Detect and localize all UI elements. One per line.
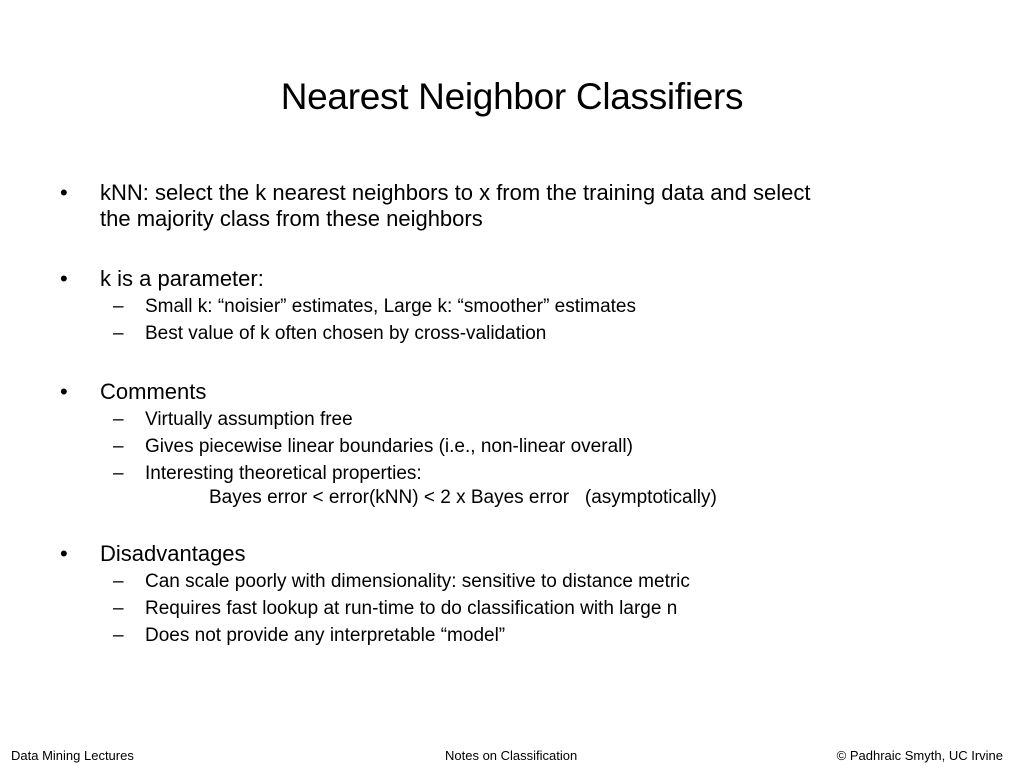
dash-marker: –	[113, 323, 124, 344]
sub-item	[56, 568, 956, 595]
sub-item-text: Does not provide any interpretable “model”	[145, 625, 506, 646]
dash-marker: –	[113, 296, 124, 317]
bullet-marker: •	[60, 180, 68, 205]
sub-item	[56, 320, 956, 347]
footer-center: Notes on Classification	[445, 748, 578, 763]
sub-item	[56, 460, 956, 487]
sub-item	[56, 595, 956, 622]
sub-item-text: Requires fast lookup at run-time to do classification with large n	[145, 598, 678, 619]
bullet-disadvantages-text: Disadvantages	[100, 541, 246, 566]
dash-marker: –	[113, 598, 124, 619]
bullet-comments-text: Comments	[100, 379, 207, 404]
sub-item	[56, 406, 956, 433]
bullet-knn-line1: kNN: select the k nearest neighbors to x from the training data and select	[100, 180, 811, 205]
slide-title: Nearest Neighbor Classifiers	[280, 76, 744, 117]
bullet-k-parameter	[56, 266, 956, 292]
bullet-knn-line2: the majority class from these neighbors	[100, 206, 483, 231]
bullet-marker: •	[60, 266, 68, 291]
dash-marker: –	[113, 436, 124, 457]
sub-item	[56, 293, 956, 320]
dash-marker: –	[113, 571, 124, 592]
sub-item	[56, 433, 956, 460]
sub-item	[56, 622, 956, 649]
bullet-marker: •	[60, 541, 68, 566]
footer-right: © Padhraic Smyth, UC Irvine	[836, 748, 1003, 763]
sub-item-text: Small k: “noisier” estimates, Large k: “smoother” estimates	[145, 296, 636, 317]
slide-body	[56, 180, 956, 649]
bullet-comments	[56, 379, 956, 405]
sub-item-text: Can scale poorly with dimensionality: sensitive to distance metric	[145, 571, 690, 592]
sub-item-text: Virtually assumption free	[145, 409, 353, 430]
sub-item-text: Interesting theoretical properties:	[145, 463, 422, 484]
sub-item-text: Best value of k often chosen by cross-validation	[145, 323, 547, 344]
sub-item-text: Gives piecewise linear boundaries (i.e., non-linear overall)	[145, 436, 633, 457]
dash-marker: –	[113, 463, 124, 484]
bullet-k-parameter-text: k is a parameter:	[100, 266, 264, 291]
dash-marker: –	[113, 625, 124, 646]
dash-marker: –	[113, 409, 124, 430]
bullet-marker: •	[60, 379, 68, 404]
footer-left: Data Mining Lectures	[11, 748, 134, 763]
bullet-knn	[56, 180, 956, 232]
bullet-disadvantages	[56, 541, 956, 567]
bayes-error-formula: Bayes error < error(kNN) < 2 x Bayes error (asymptotically)	[209, 487, 717, 508]
